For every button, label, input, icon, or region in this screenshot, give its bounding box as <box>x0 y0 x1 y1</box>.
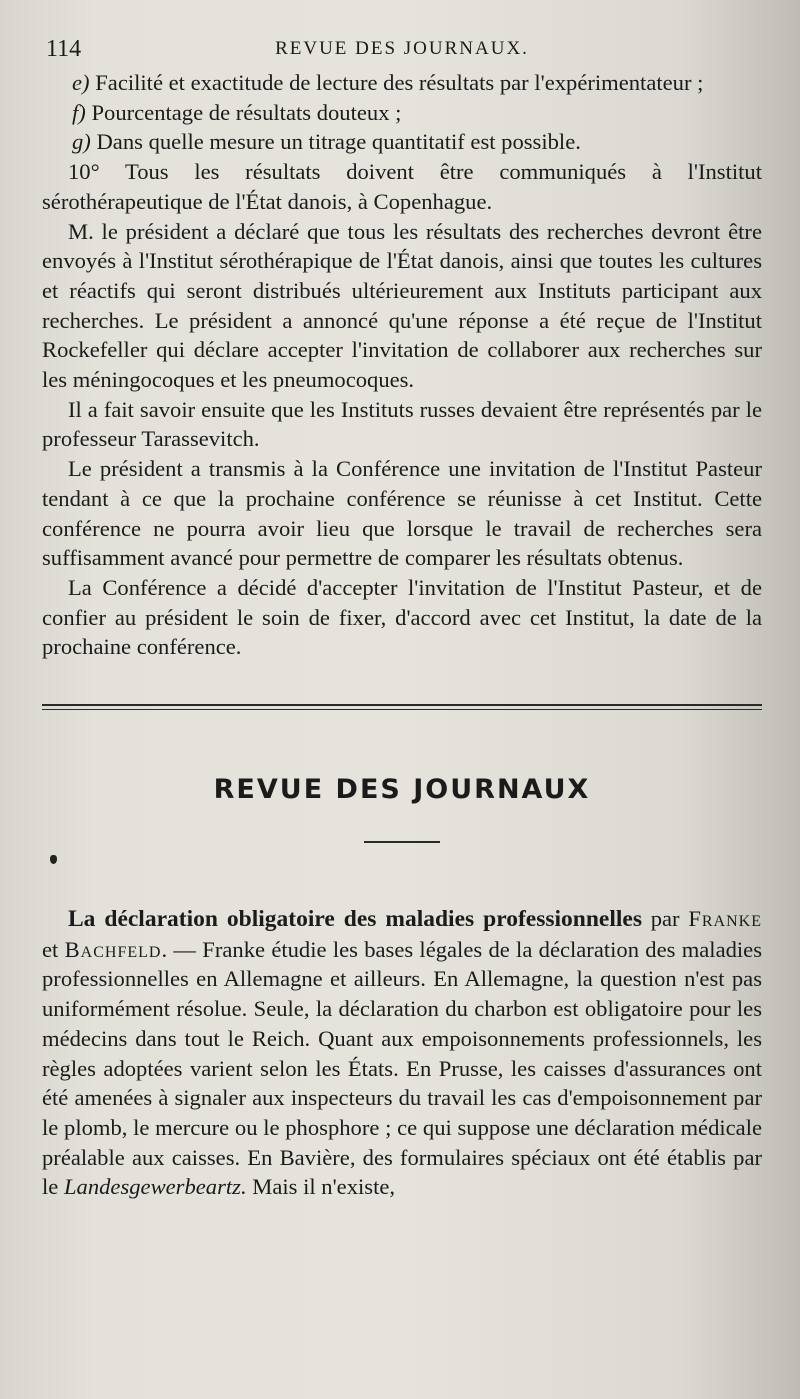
article-paragraph <box>42 904 762 1202</box>
item-label: e) <box>72 70 90 95</box>
author-name: Franke <box>688 906 762 932</box>
paragraph: La Conférence a décidé d'accepter l'invitation de l'Institut Pasteur, et de confier au président le soin de fixer, d'accord avec cet Institut, la date de la prochaine conférence. <box>42 574 762 660</box>
item-text: Pourcentage de résultats douteux ; <box>91 99 402 125</box>
running-title: REVUE DES JOURNAUX. <box>275 38 529 59</box>
list-item-f <box>42 98 762 128</box>
paragraph: Il a fait savoir ensuite que les Instituts russes devaient être représentés par le professeur Tarassevitch. <box>42 396 762 452</box>
item-text: Dans quelle mesure un titrage quantitatif est possible. <box>96 129 581 155</box>
section-title: REVUE DES JOURNAUX <box>213 774 591 806</box>
running-header <box>42 28 762 68</box>
article-title: La déclaration obligatoire des maladies professionnelles <box>68 906 642 933</box>
section-divider <box>42 704 762 710</box>
paragraph: M. le président a déclaré que tous les résultats des recherches devront être envoyés à l'Institut sérothérapique de l'État danois, ainsi que toutes les cultures et réactifs qui seront distribués ultérieurement aux Instituts participant aux recherches. Le président a annoncé qu'une réponse a été reçue de l'Institut Rockefeller qui déclare accepter l'invitation de collaborer aux recherches sur les méningocoques et les pneumocoques. <box>42 218 762 393</box>
article-and: et <box>42 936 59 962</box>
article-dash: . — <box>161 936 196 962</box>
article-body: Mais il n'existe, <box>252 1174 396 1200</box>
list-item-g <box>42 127 762 157</box>
list-item-e <box>42 68 762 98</box>
conference-text <box>42 68 762 662</box>
paragraph: 10° Tous les résultats doivent être communiqués à l'Institut sérothérapeutique de l'État danois, à Copenhague. <box>42 159 762 214</box>
article-body-italic: Landesgewerbeartz. <box>63 1174 247 1200</box>
item-text: Facilité et exactitude de lecture des résultats par l'expérimentateur ; <box>95 70 704 95</box>
page-number: 114 <box>46 36 82 62</box>
item-label: f) <box>72 99 86 125</box>
author-name: Bachfeld <box>64 936 162 962</box>
title-underline <box>364 841 440 843</box>
article-body: Franke étudie les bases légales de la déclaration des maladies professionnelles en Allemagne et ailleurs. En Allemagne, la question n'est pas uniformément résolue. Seule, la déclaration du charbon est obligatoire pour les médecins dans tout le Reich. Quant aux empoisonnements professionnels, les règles adoptées varient selon les États. En Prusse, les caisses d'assurances ont été amenées à signaler aux inspecteurs du travail les cas d'empoisonnement par le plomb, le mercure ou le phosphore ; ce qui suppose une déclaration médicale préalable aux caisses. En Bavière, des formulaires spéciaux ont été établis par le <box>42 936 762 1200</box>
article-by: par <box>650 906 680 932</box>
article <box>42 904 762 1202</box>
ink-mark <box>50 855 57 864</box>
item-label: g) <box>72 129 91 155</box>
paragraph: Le président a transmis à la Conférence une invitation de l'Institut Pasteur tendant à ce que la prochaine conférence se réunisse à cet Institut. Cette conférence ne pourra avoir lieu que lorsque le travail de recherches sera suffisamment avancé pour permettre de comparer les résultats obtenus. <box>42 456 762 571</box>
